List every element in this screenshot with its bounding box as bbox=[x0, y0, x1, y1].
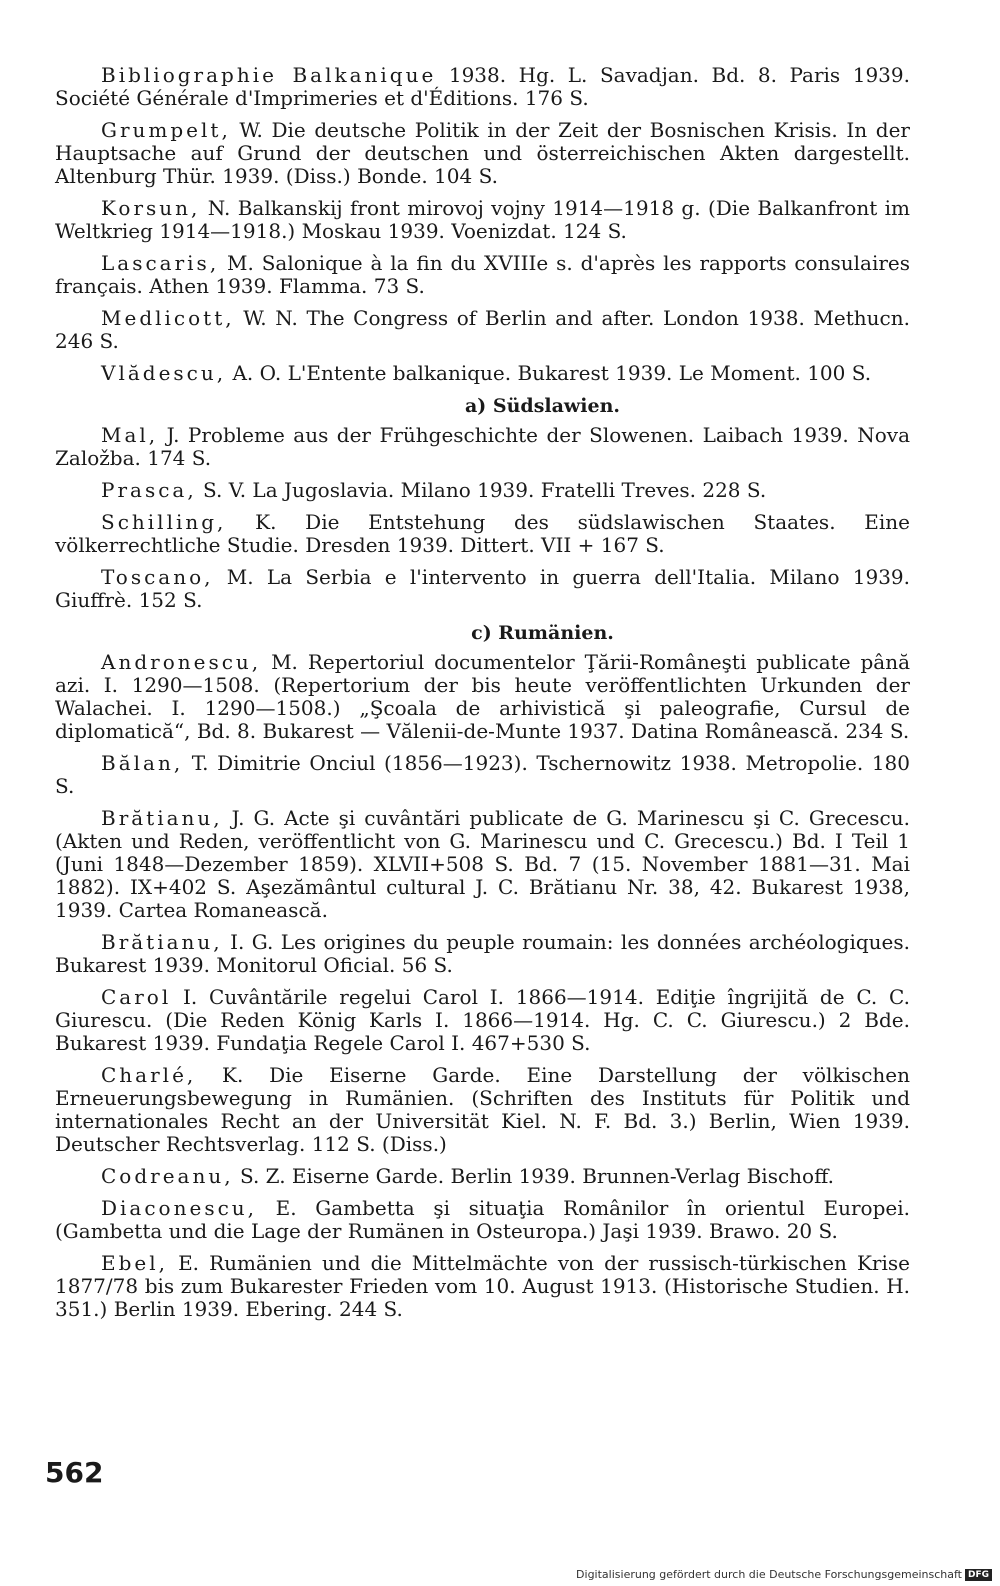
bibliography-entry bbox=[55, 931, 910, 977]
entry-author: Andronescu, bbox=[101, 650, 262, 674]
entry-text: J. Probleme aus der Frühgeschichte der Slowenen. Laibach 1939. Nova Založba. 174 S. bbox=[55, 423, 910, 470]
entry-author: Bibliographie Balkanique bbox=[101, 63, 437, 87]
entry-author: Schilling, bbox=[101, 510, 227, 534]
entry-author: Carol bbox=[101, 985, 172, 1009]
entry-author: Brătianu, bbox=[101, 806, 223, 830]
entry-author: Toscano, bbox=[101, 565, 214, 589]
entry-author: Prasca, bbox=[101, 478, 197, 502]
bibliography-entry bbox=[55, 479, 910, 502]
bibliography-entry bbox=[55, 119, 910, 188]
entry-text: A. O. L'Entente balkanique. Bukarest 1939. Le Moment. 100 S. bbox=[226, 361, 872, 385]
entries-group-3 bbox=[55, 651, 910, 1321]
entry-text: I. G. Les origines du peuple roumain: les données archéologiques. Bukarest 1939. Monitorul Oficial. 56 S. bbox=[55, 930, 910, 977]
bibliography-entry bbox=[55, 807, 910, 922]
entry-author: Bălan, bbox=[101, 751, 184, 775]
entry-text: J. G. Acte şi cuvântări publicate de G. Marinescu şi C. Grecescu. (Akten und Reden, veröffentlicht von G. Marinescu und C. Grecescu.) Bd. I Teil 1 (Juni 1848—Dezember 1859). XLVII+508 S. Bd. 7 (15. November 1881—31. Mai 1882). IX+402 S. Aşezământul cultural J. C. Brătianu Nr. 38, 42. Bukarest 1938, 1939. Cartea Romanească. bbox=[55, 806, 910, 922]
entry-text: K. Die Entstehung des südslawischen Staates. Eine völkerrechtliche Studie. Dresden 1939. Dittert. VII + 167 S. bbox=[55, 510, 910, 557]
entry-author: Mal, bbox=[101, 423, 159, 447]
entry-text: W. N. The Congress of Berlin and after. London 1938. Methucn. 246 S. bbox=[55, 306, 910, 353]
entry-text: 1938. Hg. L. Savadjan. Bd. 8. Paris 1939. Société Générale d'Imprimeries et d'Éditions. 176 S. bbox=[55, 63, 910, 110]
entry-author: Ebel, bbox=[101, 1251, 168, 1275]
bibliography-entry bbox=[55, 651, 910, 743]
entry-author: Vlădescu, bbox=[101, 361, 227, 385]
dfg-logo: DFG bbox=[965, 1569, 992, 1581]
bibliography-entry bbox=[55, 424, 910, 470]
entry-text: E. Rumänien und die Mittelmächte von der russisch-türkischen Krise 1877/78 bis zum Bukarester Frieden vom 10. August 1913. (Historische Studien. H. 351.) Berlin 1939. Ebering. 244 S. bbox=[55, 1251, 910, 1321]
bibliography-entry bbox=[55, 511, 910, 557]
entry-author: Brătianu, bbox=[101, 930, 223, 954]
entry-author: Grumpelt, bbox=[101, 118, 231, 142]
entry-text: M. Repertoriul documentelor Ţării-Româneşti publicate până azi. I. 1290—1508. (Repertorium der bis heute veröffentlichten Urkunden der Walachei. I. 1290—1508.) „Şcoala de arhivistică şi paleografie, Cursul de diplomatică“, Bd. 8. Bukarest — Vălenii-de-Munte 1937. Datina Românească. 234 S. bbox=[55, 650, 910, 743]
bibliography-entry bbox=[55, 1165, 910, 1188]
section-heading-suedslawien: a) Südslawien. bbox=[464, 395, 621, 417]
bibliography-entry bbox=[55, 362, 910, 385]
section-heading-rumaenien: c) Rumänien. bbox=[471, 622, 614, 644]
entries-group-1 bbox=[55, 64, 910, 385]
digitization-footer bbox=[576, 1568, 992, 1581]
entry-text: S. V. La Jugoslavia. Milano 1939. Fratelli Treves. 228 S. bbox=[196, 478, 767, 502]
entry-text: T. Dimitrie Onciul (1856—1923). Tschernowitz 1938. Metropolie. 180 S. bbox=[55, 751, 910, 798]
bibliography-entry bbox=[55, 307, 910, 353]
bibliography-entry bbox=[55, 986, 910, 1055]
bibliography-entry bbox=[55, 1197, 910, 1243]
entry-author: Codreanu, bbox=[101, 1164, 234, 1188]
entry-text: S. Z. Eiserne Garde. Berlin 1939. Brunnen-Verlag Bischoff. bbox=[233, 1164, 834, 1188]
entry-text: W. Die deutsche Politik in der Zeit der Bosnischen Krisis. In der Hauptsache auf Grund der deutschen und österreichischen Akten dargestellt. Altenburg Thür. 1939. (Diss.) Bonde. 104 S. bbox=[55, 118, 910, 188]
entry-author: Charlé, bbox=[101, 1063, 197, 1087]
entry-text: K. Die Eiserne Garde. Eine Darstellung der völkischen Erneuerungsbewegung in Rumänien. (Schriften des Instituts für Politik und internationales Recht an der Universität Kiel. N. F. Bd. 3.) Berlin, Wien 1939. Deutscher Rechtsverlag. 112 S. (Diss.) bbox=[55, 1063, 910, 1156]
bibliography-page bbox=[55, 64, 910, 1330]
footer-text: Digitalisierung gefördert durch die Deutsche Forschungsgemeinschaft bbox=[576, 1568, 962, 1581]
entry-text: M. Salonique à la fin du XVIIIe s. d'après les rapports consulaires français. Athen 1939. Flamma. 73 S. bbox=[55, 251, 910, 298]
page-number: 562 bbox=[45, 1456, 104, 1489]
entry-author: Korsun, bbox=[101, 196, 201, 220]
bibliography-entry bbox=[55, 1064, 910, 1156]
entry-text: E. Gambetta şi situaţia Românilor în orientul Europei. (Gambetta und die Lage der Rumänen in Osteuropa.) Jaşi 1939. Brawo. 20 S. bbox=[55, 1196, 910, 1243]
entry-text: M. La Serbia e l'intervento in guerra dell'Italia. Milano 1939. Giuffrè. 152 S. bbox=[55, 565, 910, 612]
entry-text: I. Cuvântările regelui Carol I. 1866—1914. Ediţie îngrijită de C. C. Giurescu. (Die Reden König Karls I. 1866—1914. Hg. C. C. Giurescu.) 2 Bde. Bukarest 1939. Fundaţia Regele Carol I. 467+530 S. bbox=[55, 985, 910, 1055]
bibliography-entry bbox=[55, 197, 910, 243]
bibliography-entry bbox=[55, 64, 910, 110]
entry-text: N. Balkanskij front mirovoj vojny 1914—1918 g. (Die Balkanfront im Weltkrieg 1914—1918.) Moskau 1939. Voenizdat. 124 S. bbox=[55, 196, 910, 243]
entries-group-2 bbox=[55, 424, 910, 612]
entry-author: Lascaris, bbox=[101, 251, 220, 275]
entry-author: Diaconescu, bbox=[101, 1196, 258, 1220]
bibliography-entry bbox=[55, 1252, 910, 1321]
bibliography-entry bbox=[55, 566, 910, 612]
entry-author: Medlicott, bbox=[101, 306, 235, 330]
bibliography-entry bbox=[55, 252, 910, 298]
bibliography-entry bbox=[55, 752, 910, 798]
